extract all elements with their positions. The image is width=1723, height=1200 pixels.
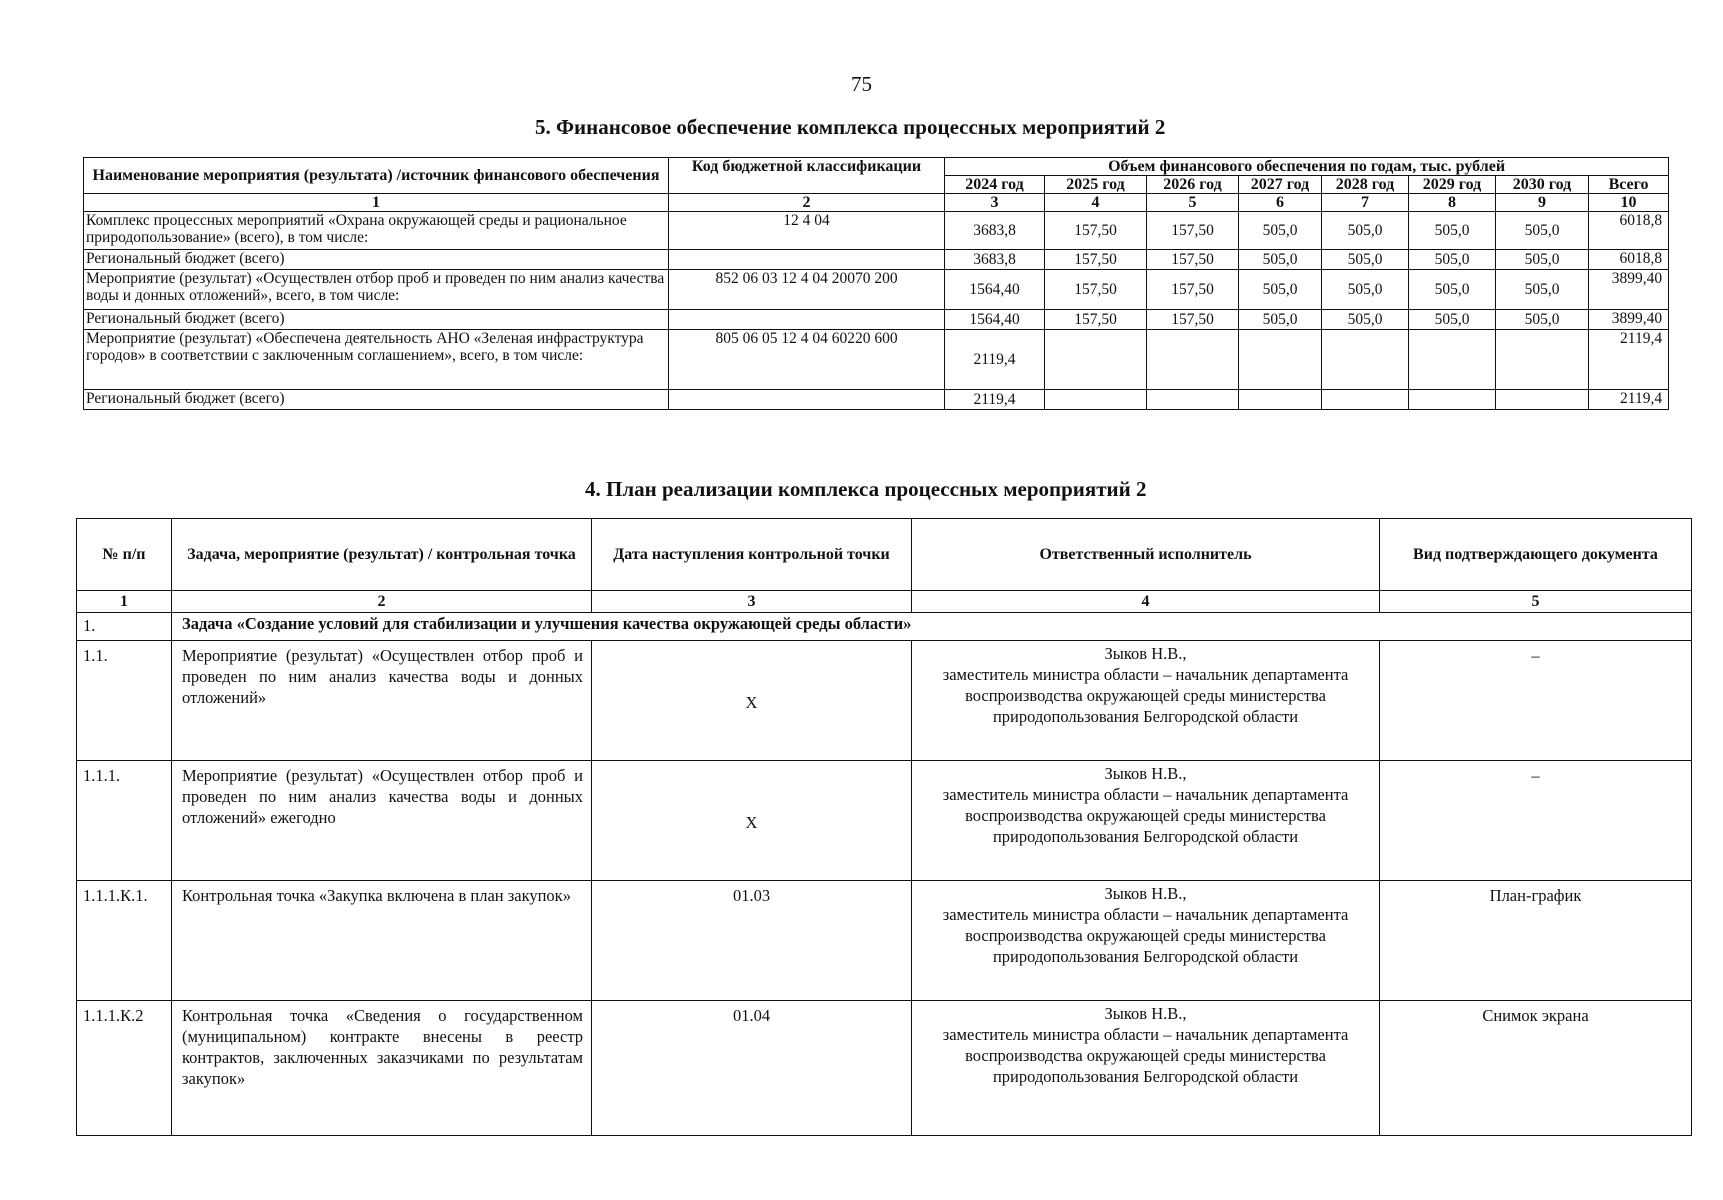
row-text: Контрольная точка «Закупка включена в план закупок» — [172, 881, 592, 1001]
row-executor — [912, 1001, 1380, 1136]
plan-task-row — [77, 613, 1692, 641]
financing-row — [84, 270, 1669, 310]
row-name: Региональный бюджет (всего) — [84, 250, 669, 270]
plan-row — [77, 1001, 1692, 1136]
row-value: 505,0 — [1239, 310, 1322, 330]
row-total: 2119,4 — [1589, 390, 1669, 410]
row-value — [1496, 390, 1589, 410]
row-value: 505,0 — [1496, 310, 1589, 330]
row-value: 505,0 — [1322, 270, 1409, 310]
header-year: 2029 год — [1409, 176, 1496, 194]
row-value — [1239, 330, 1322, 390]
row-value: 157,50 — [1147, 212, 1239, 250]
row-value — [1409, 330, 1496, 390]
row-value: 157,50 — [1045, 270, 1147, 310]
row-date: 01.03 — [592, 881, 912, 1001]
row-value: 505,0 — [1496, 212, 1589, 250]
index-cell: 8 — [1409, 194, 1496, 212]
index-cell: 1 — [77, 591, 172, 613]
row-text: Контрольная точка «Сведения о государственном (муниципальном) контракте внесены в реестр контрактов, заключенных заказчиками по результатам закупок» — [172, 1001, 592, 1136]
row-value: 505,0 — [1322, 250, 1409, 270]
index-cell: 4 — [912, 591, 1380, 613]
row-name: Комплекс процессных мероприятий «Охрана окружающей среды и рациональное природопользование» (всего), в том числе: — [84, 212, 669, 250]
row-value: 1564,40 — [945, 310, 1045, 330]
financing-row — [84, 310, 1669, 330]
row-value — [1045, 390, 1147, 410]
row-value: 505,0 — [1409, 270, 1496, 310]
row-value: 157,50 — [1147, 270, 1239, 310]
plan-title: 4. План реализации комплекса процессных мероприятий 2 — [585, 477, 1147, 501]
index-cell: 5 — [1380, 591, 1692, 613]
executor-role: заместитель министра области – начальник департамента воспроизводства окружающей среды министерства природопользования Белгородской области — [942, 665, 1349, 726]
row-executor — [912, 761, 1380, 881]
row-date: Х — [592, 761, 912, 881]
executor-role: заместитель министра области – начальник департамента воспроизводства окружающей среды министерства природопользования Белгородской области — [942, 905, 1349, 966]
row-value — [1239, 390, 1322, 410]
row-value: 505,0 — [1409, 310, 1496, 330]
row-code — [669, 310, 945, 330]
executor-name: Зыков Н.В., — [1104, 644, 1187, 663]
index-cell: 9 — [1496, 194, 1589, 212]
row-doc: – — [1380, 641, 1692, 761]
index-cell: 7 — [1322, 194, 1409, 212]
row-total: 3899,40 — [1589, 310, 1669, 330]
plan-row — [77, 641, 1692, 761]
header-code: Код бюджетной классификации — [669, 158, 945, 194]
row-value: 3683,8 — [945, 250, 1045, 270]
row-num: 1.1.1.К.2 — [77, 1001, 172, 1136]
row-date: 01.04 — [592, 1001, 912, 1136]
row-value — [1322, 330, 1409, 390]
row-value — [1045, 330, 1147, 390]
financing-row — [84, 250, 1669, 270]
header-executor: Ответственный исполнитель — [912, 519, 1380, 591]
financing-row — [84, 212, 1669, 250]
row-value: 505,0 — [1409, 212, 1496, 250]
plan-row — [77, 881, 1692, 1001]
row-total: 2119,4 — [1589, 330, 1669, 390]
executor-name: Зыков Н.В., — [1104, 1004, 1187, 1023]
row-text: Мероприятие (результат) «Осуществлен отбор проб и проведен по ним анализ качества воды и донных отложений» — [172, 641, 592, 761]
row-value: 157,50 — [1045, 310, 1147, 330]
header-year: 2025 год — [1045, 176, 1147, 194]
task-num: 1. — [77, 613, 172, 641]
row-total: 6018,8 — [1589, 250, 1669, 270]
index-cell: 4 — [1045, 194, 1147, 212]
index-cell: 3 — [592, 591, 912, 613]
plan-table — [76, 518, 1692, 1136]
row-doc: План-график — [1380, 881, 1692, 1001]
executor-name: Зыков Н.В., — [1104, 764, 1187, 783]
row-date: Х — [592, 641, 912, 761]
financing-header-row — [84, 158, 1669, 176]
row-name: Региональный бюджет (всего) — [84, 390, 669, 410]
row-doc: Снимок экрана — [1380, 1001, 1692, 1136]
row-value: 157,50 — [1147, 310, 1239, 330]
plan-header-row — [77, 519, 1692, 591]
financing-row — [84, 390, 1669, 410]
index-cell: 2 — [172, 591, 592, 613]
header-doc: Вид подтверждающего документа — [1380, 519, 1692, 591]
row-executor — [912, 641, 1380, 761]
row-value: 2119,4 — [945, 390, 1045, 410]
row-value: 505,0 — [1409, 250, 1496, 270]
plan-row — [77, 761, 1692, 881]
row-value: 1564,40 — [945, 270, 1045, 310]
row-num: 1.1. — [77, 641, 172, 761]
row-name: Мероприятие (результат) «Обеспечена деятельность АНО «Зеленая инфраструктура городов» в соответствии с заключенным соглашением», всего, в том числе: — [84, 330, 669, 390]
row-code — [669, 250, 945, 270]
row-value: 157,50 — [1045, 250, 1147, 270]
executor-role: заместитель министра области – начальник департамента воспроизводства окружающей среды министерства природопользования Белгородской области — [942, 1025, 1349, 1086]
row-executor — [912, 881, 1380, 1001]
row-value — [1147, 390, 1239, 410]
row-value: 505,0 — [1239, 270, 1322, 310]
financing-title: 5. Финансовое обеспечение комплекса процессных мероприятий 2 — [535, 115, 1166, 139]
index-cell: 6 — [1239, 194, 1322, 212]
index-cell: 3 — [945, 194, 1045, 212]
row-doc: – — [1380, 761, 1692, 881]
row-value — [1147, 330, 1239, 390]
header-year: 2024 год — [945, 176, 1045, 194]
row-text: Мероприятие (результат) «Осуществлен отбор проб и проведен по ним анализ качества воды и донных отложений» ежегодно — [172, 761, 592, 881]
index-cell: 2 — [669, 194, 945, 212]
executor-name: Зыков Н.В., — [1104, 884, 1187, 903]
header-total: Всего — [1589, 176, 1669, 194]
row-name: Мероприятие (результат) «Осуществлен отбор проб и проведен по ним анализ качества воды и донных отложений», всего, в том числе: — [84, 270, 669, 310]
row-value: 505,0 — [1239, 212, 1322, 250]
page-number: 75 — [851, 72, 872, 96]
row-total: 3899,40 — [1589, 270, 1669, 310]
task-title: Задача «Создание условий для стабилизации и улучшения качества окружающей среды области» — [172, 613, 1692, 641]
row-name: Региональный бюджет (всего) — [84, 310, 669, 330]
row-value: 505,0 — [1322, 310, 1409, 330]
row-num: 1.1.1.К.1. — [77, 881, 172, 1001]
row-value: 3683,8 — [945, 212, 1045, 250]
financing-table — [83, 157, 1669, 410]
index-cell: 10 — [1589, 194, 1669, 212]
executor-role: заместитель министра области – начальник департамента воспроизводства окружающей среды министерства природопользования Белгородской области — [942, 785, 1349, 846]
row-code: 805 06 05 12 4 04 60220 600 — [669, 330, 945, 390]
header-year: 2028 год — [1322, 176, 1409, 194]
row-value — [1409, 390, 1496, 410]
row-value: 157,50 — [1045, 212, 1147, 250]
row-total: 6018,8 — [1589, 212, 1669, 250]
financing-index-row — [84, 194, 1669, 212]
index-cell: 5 — [1147, 194, 1239, 212]
financing-row — [84, 330, 1669, 390]
row-value: 505,0 — [1496, 250, 1589, 270]
row-code: 12 4 04 — [669, 212, 945, 250]
row-code — [669, 390, 945, 410]
row-value: 505,0 — [1322, 212, 1409, 250]
header-name: Наименование мероприятия (результата) /источник финансового обеспечения — [84, 158, 669, 194]
header-volume: Объем финансового обеспечения по годам, тыс. рублей — [945, 158, 1669, 176]
header-year: 2030 год — [1496, 176, 1589, 194]
plan-index-row — [77, 591, 1692, 613]
row-value: 157,50 — [1147, 250, 1239, 270]
row-value: 505,0 — [1496, 270, 1589, 310]
header-year: 2026 год — [1147, 176, 1239, 194]
row-value: 505,0 — [1239, 250, 1322, 270]
index-cell: 1 — [84, 194, 669, 212]
row-num: 1.1.1. — [77, 761, 172, 881]
header-year: 2027 год — [1239, 176, 1322, 194]
header-date: Дата наступления контрольной точки — [592, 519, 912, 591]
row-value: 2119,4 — [945, 330, 1045, 390]
header-num: № п/п — [77, 519, 172, 591]
header-task: Задача, мероприятие (результат) / контрольная точка — [172, 519, 592, 591]
row-value — [1322, 390, 1409, 410]
row-value — [1496, 330, 1589, 390]
row-code: 852 06 03 12 4 04 20070 200 — [669, 270, 945, 310]
